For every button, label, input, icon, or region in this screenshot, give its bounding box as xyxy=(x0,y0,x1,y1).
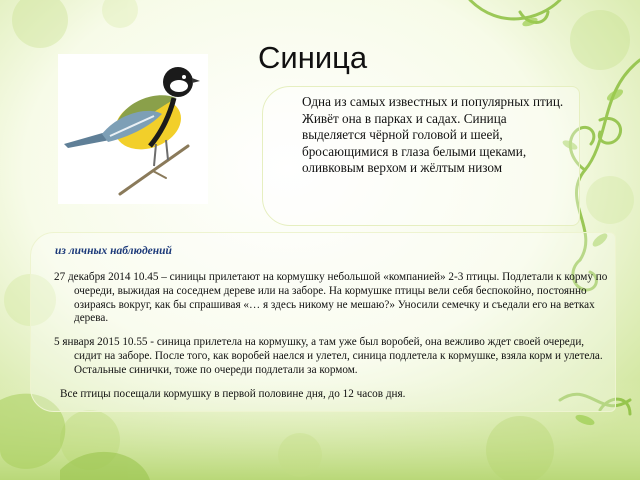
observation-entry: 5 января 2015 10.55 - синица прилетела на кормушку, а там уже был воробей, она вежливо ждет своей очереди, сидит на заборе. После того, как воробей наелся и улетел, синица подлетела к кормушке, взяла корм и улетела. Остальные синички, тоже по очереди подлетали за кормом. xyxy=(54,336,603,376)
observation-summary: Все птицы посещали кормушку в первой половине дня, до 12 часов дня. xyxy=(60,388,406,400)
page-title: Синица xyxy=(258,40,368,75)
observations-heading: из личных наблюдений xyxy=(55,245,172,257)
bird-illustration xyxy=(58,54,208,204)
description-text: Одна из самых известных и популярных птиц. Живёт она в парках и садах. Синица выделяется чёрной головой и шеей, бросающимися в глаза белыми щеками, оливковым верхом и жёлтым низом xyxy=(302,94,564,175)
observation-entry: 27 декабря 2014 10.45 – синицы прилетают на кормушку небольшой «компанией» 2-3 птицы. Подлетали к корму по очереди, выжидая на соседнем дереве или на заборе. На кормушке птицы вели себя беспокойно, постоянно озираясь вокруг, как бы спрашивая «… я здесь никому не мешаю?» Уносили семечку и съедали его на ветках дерева. xyxy=(54,271,608,325)
